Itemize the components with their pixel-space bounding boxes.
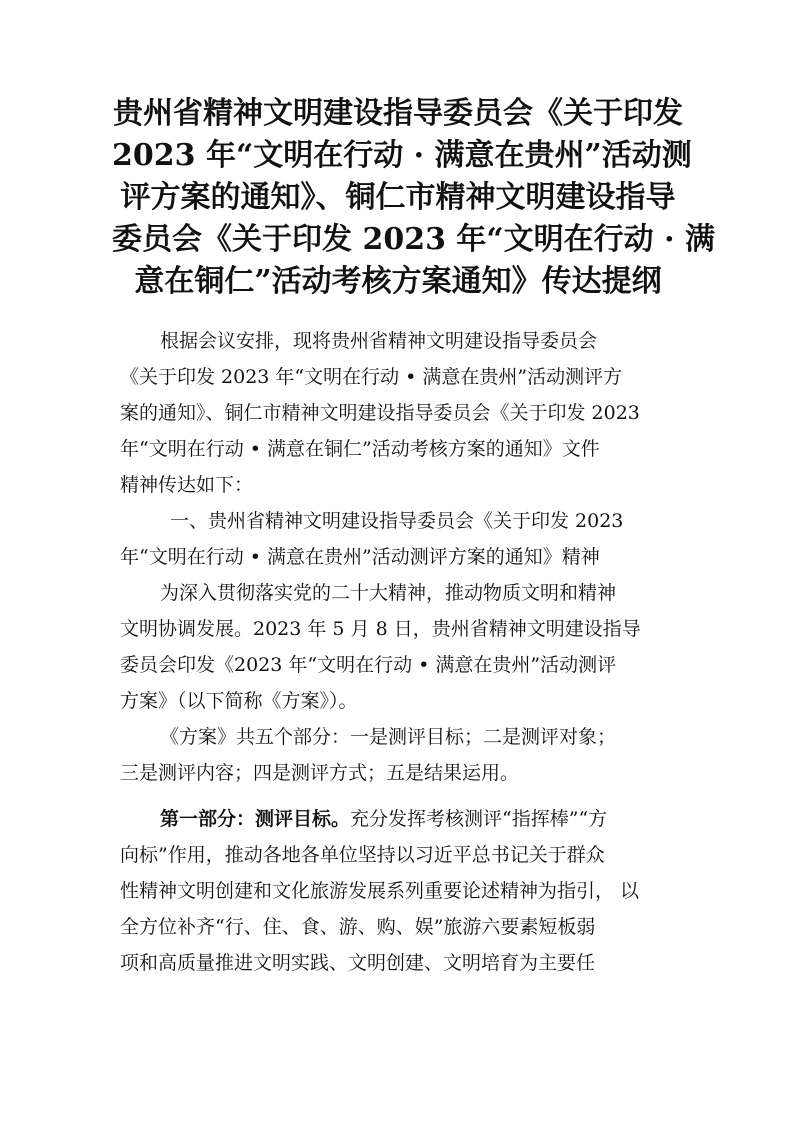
title-line: 贵州省精神文明建设指导委员会《关于印发 xyxy=(113,96,683,131)
paragraph xyxy=(120,719,675,791)
title-line: 评方案的通知》、铜仁市精神文明建设指导 xyxy=(120,180,676,215)
text-line: 一、贵州省精神文明建设指导委员会《关于印发 2023 xyxy=(170,510,624,532)
paragraph xyxy=(120,575,675,719)
text-line: 性精神文明创建和文化旅游发展系列重要论述精神为指引， 以 xyxy=(120,880,640,902)
text-line: 案的通知》、铜仁市精神文明建设指导委员会《关于印发 2023 xyxy=(120,402,640,424)
text-line: 为深入贯彻落实党的二十大精神，推动物质文明和精神 xyxy=(160,582,617,604)
text-line: 项和高质量推进文明实践、文明创建、文明培育为主要任 xyxy=(120,952,596,974)
text-line: 向标”作用，推动各地各单位坚持以习近平总书记关于群众 xyxy=(120,844,605,866)
document-body xyxy=(120,323,675,981)
text-line: 根据会议安排，现将贵州省精神文明建设指导委员会 xyxy=(160,330,598,352)
text-line: 年“文明在行动 • 满意在贵州”活动测评方案的通知》精神 xyxy=(120,546,600,568)
text-line: 《方案》共五个部分：一是测评目标；二是测评对象； xyxy=(160,726,617,748)
section1-heading xyxy=(120,503,675,575)
paragraph-gap xyxy=(120,791,675,801)
text-line: 三是测评内容；四是测评方式；五是结果运用。 xyxy=(120,762,520,784)
text-line: 文明协调发展。2023 年 5 月 8 日，贵州省精神文明建设指导 xyxy=(120,618,641,640)
text-line xyxy=(120,801,675,837)
text-line: 委员会印发《2023 年“文明在行动 • 满意在贵州”活动测评 xyxy=(120,654,617,676)
text-run: 充分发挥考核测评“指挥棒”“方 xyxy=(350,808,608,830)
title-line: 委员会《关于印发 2023 年“文明在行动 · 满 xyxy=(112,222,715,257)
text-line: 全方位补齐“行、住、食、游、购、娱”旅游六要素短板弱 xyxy=(120,916,596,938)
text-line: 年“文明在行动 • 满意在铜仁”活动考核方案的通知》文件 xyxy=(120,438,600,460)
paragraph xyxy=(120,801,675,981)
title-line: 2023 年“文明在行动 · 满意在贵州”活动测 xyxy=(112,138,692,173)
text-line: 《关于印发 2023 年“文明在行动 • 满意在贵州”活动测评方 xyxy=(120,366,623,388)
document-title xyxy=(112,93,715,303)
text-line: 精神传达如下： xyxy=(120,474,254,496)
section-lead: 第一部分：测评目标。 xyxy=(160,808,351,830)
intro-paragraph xyxy=(120,323,675,503)
title-line: 意在铜仁”活动考核方案通知》传达提纲 xyxy=(134,264,662,299)
text-line: 方案》（以下简称《方案》）。 xyxy=(120,690,358,712)
